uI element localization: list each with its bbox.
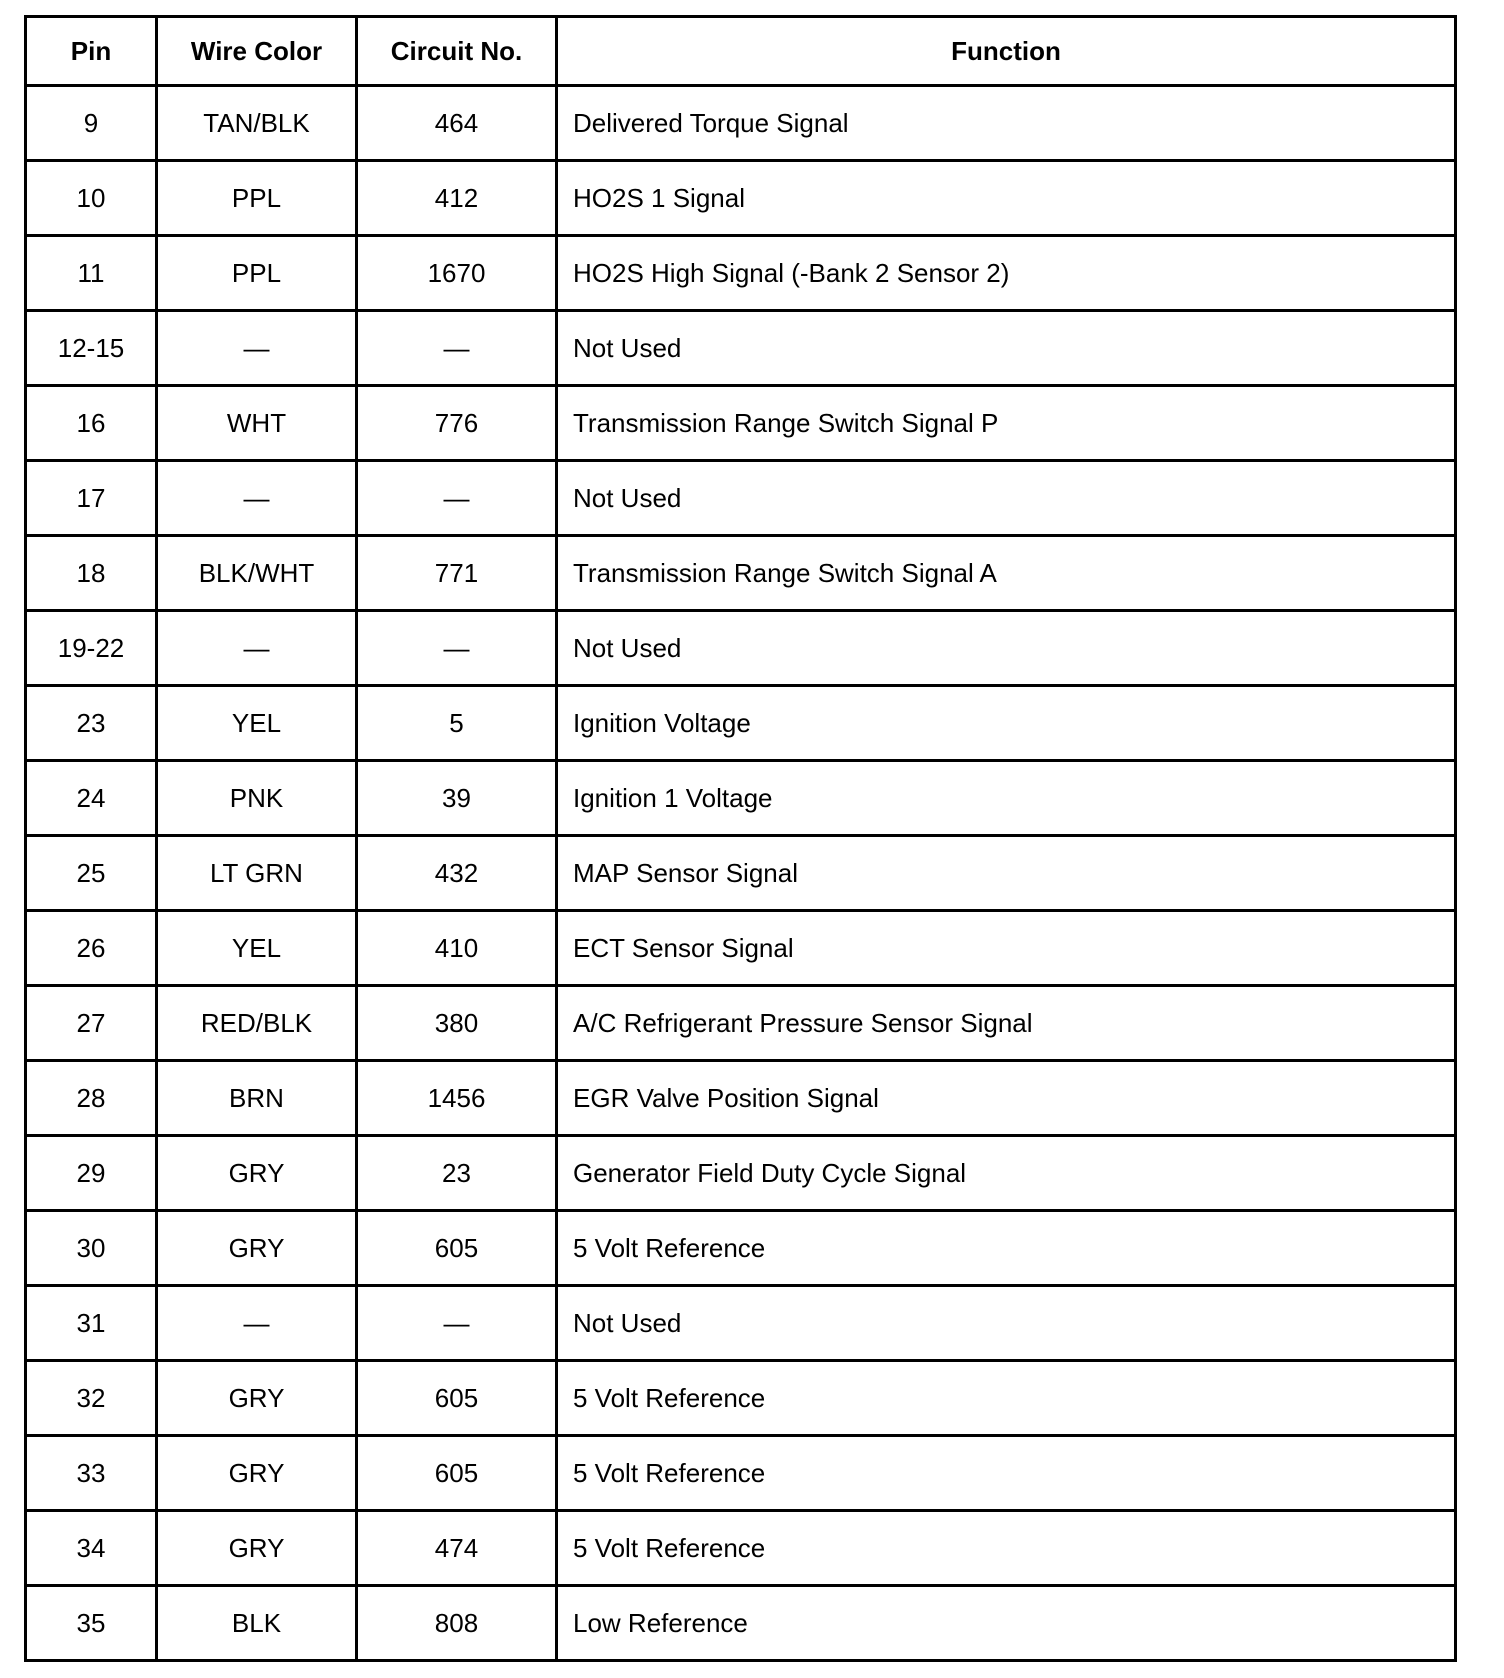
cell-pin: 12-15: [26, 311, 157, 386]
cell-circuit-no: —: [357, 1286, 557, 1361]
cell-circuit-no: 474: [357, 1511, 557, 1586]
header-wire-color: Wire Color: [157, 17, 357, 86]
cell-pin: 24: [26, 761, 157, 836]
table-row: [26, 986, 1456, 1061]
cell-circuit-no: 432: [357, 836, 557, 911]
cell-function: 5 Volt Reference: [557, 1211, 1456, 1286]
cell-circuit-no: —: [357, 461, 557, 536]
table-row: [26, 1511, 1456, 1586]
table-row: [26, 1586, 1456, 1661]
cell-circuit-no: 605: [357, 1436, 557, 1511]
cell-pin: 16: [26, 386, 157, 461]
cell-pin: 26: [26, 911, 157, 986]
cell-function: A/C Refrigerant Pressure Sensor Signal: [557, 986, 1456, 1061]
cell-wire-color: —: [157, 1286, 357, 1361]
cell-function: Not Used: [557, 461, 1456, 536]
cell-function: Generator Field Duty Cycle Signal: [557, 1136, 1456, 1211]
cell-wire-color: YEL: [157, 686, 357, 761]
pinout-table: [24, 15, 1457, 1662]
cell-pin: 34: [26, 1511, 157, 1586]
table-row: [26, 236, 1456, 311]
cell-function: 5 Volt Reference: [557, 1361, 1456, 1436]
cell-function: Ignition Voltage: [557, 686, 1456, 761]
cell-wire-color: LT GRN: [157, 836, 357, 911]
cell-function: HO2S High Signal (-Bank 2 Sensor 2): [557, 236, 1456, 311]
table-row: [26, 836, 1456, 911]
cell-circuit-no: 410: [357, 911, 557, 986]
cell-function: Transmission Range Switch Signal A: [557, 536, 1456, 611]
cell-wire-color: GRY: [157, 1436, 357, 1511]
cell-pin: 35: [26, 1586, 157, 1661]
cell-wire-color: RED/BLK: [157, 986, 357, 1061]
table-row: [26, 761, 1456, 836]
table-row: [26, 1361, 1456, 1436]
table-row: [26, 86, 1456, 161]
cell-wire-color: GRY: [157, 1211, 357, 1286]
table-row: [26, 611, 1456, 686]
cell-circuit-no: 1456: [357, 1061, 557, 1136]
cell-pin: 31: [26, 1286, 157, 1361]
cell-circuit-no: 5: [357, 686, 557, 761]
cell-pin: 9: [26, 86, 157, 161]
cell-pin: 27: [26, 986, 157, 1061]
cell-wire-color: YEL: [157, 911, 357, 986]
cell-circuit-no: 380: [357, 986, 557, 1061]
cell-pin: 32: [26, 1361, 157, 1436]
cell-circuit-no: 776: [357, 386, 557, 461]
table-row: [26, 686, 1456, 761]
cell-function: 5 Volt Reference: [557, 1436, 1456, 1511]
cell-function: Delivered Torque Signal: [557, 86, 1456, 161]
header-circuit-no: Circuit No.: [357, 17, 557, 86]
cell-wire-color: PPL: [157, 161, 357, 236]
table-header: [26, 17, 1456, 86]
table-row: [26, 911, 1456, 986]
cell-wire-color: BLK/WHT: [157, 536, 357, 611]
cell-circuit-no: 1670: [357, 236, 557, 311]
cell-circuit-no: 23: [357, 1136, 557, 1211]
cell-circuit-no: 412: [357, 161, 557, 236]
cell-pin: 28: [26, 1061, 157, 1136]
cell-function: Not Used: [557, 1286, 1456, 1361]
cell-function: Not Used: [557, 311, 1456, 386]
cell-wire-color: PPL: [157, 236, 357, 311]
cell-wire-color: —: [157, 311, 357, 386]
cell-pin: 10: [26, 161, 157, 236]
table-row: [26, 1286, 1456, 1361]
cell-pin: 18: [26, 536, 157, 611]
cell-wire-color: BRN: [157, 1061, 357, 1136]
cell-function: Ignition 1 Voltage: [557, 761, 1456, 836]
table-row: [26, 1211, 1456, 1286]
cell-function: 5 Volt Reference: [557, 1511, 1456, 1586]
header-pin: Pin: [26, 17, 157, 86]
cell-circuit-no: 808: [357, 1586, 557, 1661]
cell-pin: 29: [26, 1136, 157, 1211]
cell-circuit-no: 605: [357, 1211, 557, 1286]
cell-pin: 17: [26, 461, 157, 536]
table-row: [26, 311, 1456, 386]
cell-function: EGR Valve Position Signal: [557, 1061, 1456, 1136]
header-row: [26, 17, 1456, 86]
cell-wire-color: —: [157, 611, 357, 686]
table-row: [26, 1136, 1456, 1211]
cell-function: HO2S 1 Signal: [557, 161, 1456, 236]
cell-pin: 33: [26, 1436, 157, 1511]
table-body: [26, 86, 1456, 1661]
cell-circuit-no: 605: [357, 1361, 557, 1436]
cell-wire-color: WHT: [157, 386, 357, 461]
table-row: [26, 161, 1456, 236]
cell-circuit-no: 39: [357, 761, 557, 836]
table-row: [26, 1061, 1456, 1136]
cell-function: Transmission Range Switch Signal P: [557, 386, 1456, 461]
cell-pin: 11: [26, 236, 157, 311]
cell-circuit-no: 464: [357, 86, 557, 161]
cell-function: Not Used: [557, 611, 1456, 686]
cell-function: MAP Sensor Signal: [557, 836, 1456, 911]
cell-pin: 19-22: [26, 611, 157, 686]
cell-wire-color: GRY: [157, 1511, 357, 1586]
cell-function: Low Reference: [557, 1586, 1456, 1661]
cell-wire-color: TAN/BLK: [157, 86, 357, 161]
table-row: [26, 386, 1456, 461]
cell-pin: 30: [26, 1211, 157, 1286]
cell-wire-color: BLK: [157, 1586, 357, 1661]
cell-wire-color: PNK: [157, 761, 357, 836]
table-row: [26, 536, 1456, 611]
cell-function: ECT Sensor Signal: [557, 911, 1456, 986]
cell-pin: 23: [26, 686, 157, 761]
cell-wire-color: —: [157, 461, 357, 536]
table-row: [26, 1436, 1456, 1511]
cell-circuit-no: —: [357, 311, 557, 386]
cell-circuit-no: —: [357, 611, 557, 686]
header-function: Function: [557, 17, 1456, 86]
cell-wire-color: GRY: [157, 1361, 357, 1436]
table-row: [26, 461, 1456, 536]
cell-pin: 25: [26, 836, 157, 911]
cell-circuit-no: 771: [357, 536, 557, 611]
cell-wire-color: GRY: [157, 1136, 357, 1211]
